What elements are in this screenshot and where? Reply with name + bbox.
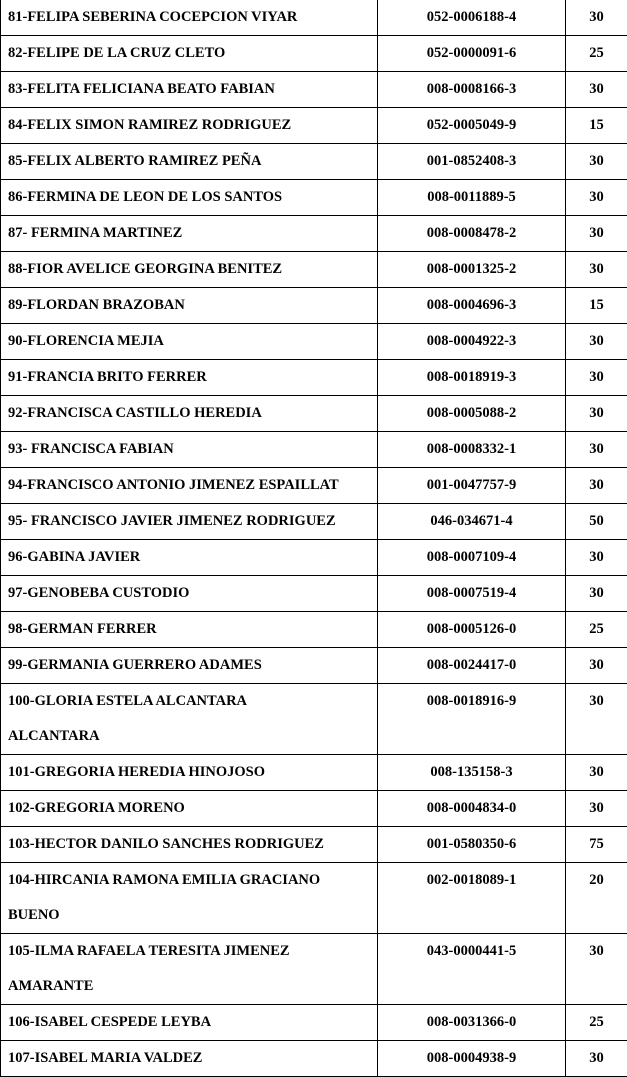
name-cell (1, 72, 378, 108)
person-name-continued: AMARANTE (8, 969, 377, 1004)
value-cell: 30 (566, 180, 627, 216)
person-name: 87- FERMINA MARTINEZ (8, 216, 377, 251)
id-number-cell: 001-0047757-9 (378, 468, 566, 504)
value-cell: 30 (566, 396, 627, 432)
table-row (1, 360, 627, 396)
person-name: 102-GREGORIA MORENO (8, 791, 377, 826)
table-row (1, 468, 627, 504)
person-name: 94-FRANCISCO ANTONIO JIMENEZ ESPAILLAT (8, 468, 377, 503)
value-cell: 30 (566, 360, 627, 396)
table-row (1, 288, 627, 324)
person-name: 103-HECTOR DANILO SANCHES RODRIGUEZ (8, 827, 377, 862)
id-number-cell: 008-0004834-0 (378, 791, 566, 827)
id-number-cell: 008-0001325-2 (378, 252, 566, 288)
table-row (1, 863, 627, 934)
name-cell (1, 576, 378, 612)
value-cell: 30 (566, 432, 627, 468)
value-cell: 15 (566, 108, 627, 144)
table-row (1, 252, 627, 288)
name-cell (1, 36, 378, 72)
name-cell (1, 288, 378, 324)
value-cell: 30 (566, 648, 627, 684)
value-cell: 25 (566, 36, 627, 72)
name-cell (1, 540, 378, 576)
value-cell: 30 (566, 755, 627, 791)
table-row (1, 1005, 627, 1041)
name-cell (1, 144, 378, 180)
name-cell (1, 468, 378, 504)
value-cell: 30 (566, 324, 627, 360)
table-row (1, 791, 627, 827)
name-cell (1, 648, 378, 684)
table-row (1, 0, 627, 36)
person-name: 82-FELIPE DE LA CRUZ CLETO (8, 36, 377, 71)
name-cell (1, 216, 378, 252)
table-row (1, 1041, 627, 1077)
id-number-cell: 001-0580350-6 (378, 827, 566, 863)
id-number-cell: 008-0018919-3 (378, 360, 566, 396)
table-row (1, 36, 627, 72)
person-name: 98-GERMAN FERRER (8, 612, 377, 647)
id-number-cell: 008-0004922-3 (378, 324, 566, 360)
name-cell (1, 108, 378, 144)
table-row (1, 576, 627, 612)
person-name: 97-GENOBEBA CUSTODIO (8, 576, 377, 611)
name-cell (1, 252, 378, 288)
name-cell (1, 863, 378, 934)
person-name: 92-FRANCISCA CASTILLO HEREDIA (8, 396, 377, 431)
table-row (1, 72, 627, 108)
value-cell: 30 (566, 576, 627, 612)
value-cell: 30 (566, 540, 627, 576)
table-row (1, 827, 627, 863)
name-cell (1, 396, 378, 432)
person-name: 89-FLORDAN BRAZOBAN (8, 288, 377, 323)
id-number-cell: 008-0008478-2 (378, 216, 566, 252)
value-cell: 25 (566, 1005, 627, 1041)
value-cell: 20 (566, 863, 627, 934)
table-body (1, 0, 627, 1077)
id-number-cell: 052-0006188-4 (378, 0, 566, 36)
id-number-cell: 008-0024417-0 (378, 648, 566, 684)
table-row (1, 180, 627, 216)
table-row (1, 684, 627, 755)
table-row (1, 504, 627, 540)
person-name: 105-ILMA RAFAELA TERESITA JIMENEZ (8, 934, 377, 969)
person-name: 83-FELITA FELICIANA BEATO FABIAN (8, 72, 377, 107)
person-name-continued: ALCANTARA (8, 719, 377, 754)
person-name: 86-FERMINA DE LEON DE LOS SANTOS (8, 180, 377, 215)
person-name: 88-FIOR AVELICE GEORGINA BENITEZ (8, 252, 377, 287)
id-number-cell: 052-0005049-9 (378, 108, 566, 144)
person-name: 84-FELIX SIMON RAMIREZ RODRIGUEZ (8, 108, 377, 143)
id-number-cell: 008-0031366-0 (378, 1005, 566, 1041)
name-cell (1, 432, 378, 468)
table-row (1, 648, 627, 684)
name-cell (1, 504, 378, 540)
value-cell: 30 (566, 72, 627, 108)
id-number-cell: 046-034671-4 (378, 504, 566, 540)
id-number-cell: 052-0000091-6 (378, 36, 566, 72)
id-number-cell: 002-0018089-1 (378, 863, 566, 934)
person-name: 101-GREGORIA HEREDIA HINOJOSO (8, 755, 377, 790)
table-row (1, 324, 627, 360)
table-row (1, 934, 627, 1005)
id-number-cell: 001-0852408-3 (378, 144, 566, 180)
value-cell: 25 (566, 612, 627, 648)
value-cell: 15 (566, 288, 627, 324)
id-number-cell: 008-0008332-1 (378, 432, 566, 468)
person-name: 85-FELIX ALBERTO RAMIREZ PEÑA (8, 144, 377, 179)
id-number-cell: 008-0004938-9 (378, 1041, 566, 1077)
id-number-cell: 008-0007109-4 (378, 540, 566, 576)
id-number-cell: 043-0000441-5 (378, 934, 566, 1005)
value-cell: 30 (566, 0, 627, 36)
table-row (1, 396, 627, 432)
id-number-cell: 008-0004696-3 (378, 288, 566, 324)
person-name: 81-FELIPA SEBERINA COCEPCION VIYAR (8, 0, 377, 35)
value-cell: 30 (566, 144, 627, 180)
person-name: 91-FRANCIA BRITO FERRER (8, 360, 377, 395)
id-number-cell: 008-0018916-9 (378, 684, 566, 755)
person-name: 107-ISABEL MARIA VALDEZ (8, 1041, 377, 1076)
name-cell (1, 0, 378, 36)
table-row (1, 108, 627, 144)
table-row (1, 612, 627, 648)
value-cell: 50 (566, 504, 627, 540)
value-cell: 30 (566, 468, 627, 504)
person-name: 100-GLORIA ESTELA ALCANTARA (8, 684, 377, 719)
id-number-cell: 008-135158-3 (378, 755, 566, 791)
person-name-continued: BUENO (8, 898, 377, 933)
name-cell (1, 180, 378, 216)
value-cell: 30 (566, 252, 627, 288)
value-cell: 30 (566, 1041, 627, 1077)
person-name: 99-GERMANIA GUERRERO ADAMES (8, 648, 377, 683)
id-number-cell: 008-0007519-4 (378, 576, 566, 612)
value-cell: 75 (566, 827, 627, 863)
value-cell: 30 (566, 216, 627, 252)
value-cell: 30 (566, 791, 627, 827)
id-number-cell: 008-0011889-5 (378, 180, 566, 216)
name-cell (1, 934, 378, 1005)
name-cell (1, 827, 378, 863)
person-name: 93- FRANCISCA FABIAN (8, 432, 377, 467)
person-name: 104-HIRCANIA RAMONA EMILIA GRACIANO (8, 863, 377, 898)
name-cell (1, 324, 378, 360)
name-cell (1, 755, 378, 791)
table-row (1, 432, 627, 468)
table-row (1, 540, 627, 576)
name-cell (1, 791, 378, 827)
name-cell (1, 612, 378, 648)
person-name: 106-ISABEL CESPEDE LEYBA (8, 1005, 377, 1040)
value-cell: 30 (566, 934, 627, 1005)
id-number-cell: 008-0008166-3 (378, 72, 566, 108)
table-row (1, 755, 627, 791)
table-row (1, 216, 627, 252)
table-row (1, 144, 627, 180)
name-cell (1, 1005, 378, 1041)
id-number-cell: 008-0005126-0 (378, 612, 566, 648)
person-name: 96-GABINA JAVIER (8, 540, 377, 575)
id-number-cell: 008-0005088-2 (378, 396, 566, 432)
name-cell (1, 684, 378, 755)
name-cell (1, 360, 378, 396)
value-cell: 30 (566, 684, 627, 755)
person-name: 90-FLORENCIA MEJIA (8, 324, 377, 359)
name-cell (1, 1041, 378, 1077)
person-name: 95- FRANCISCO JAVIER JIMENEZ RODRIGUEZ (8, 504, 377, 539)
